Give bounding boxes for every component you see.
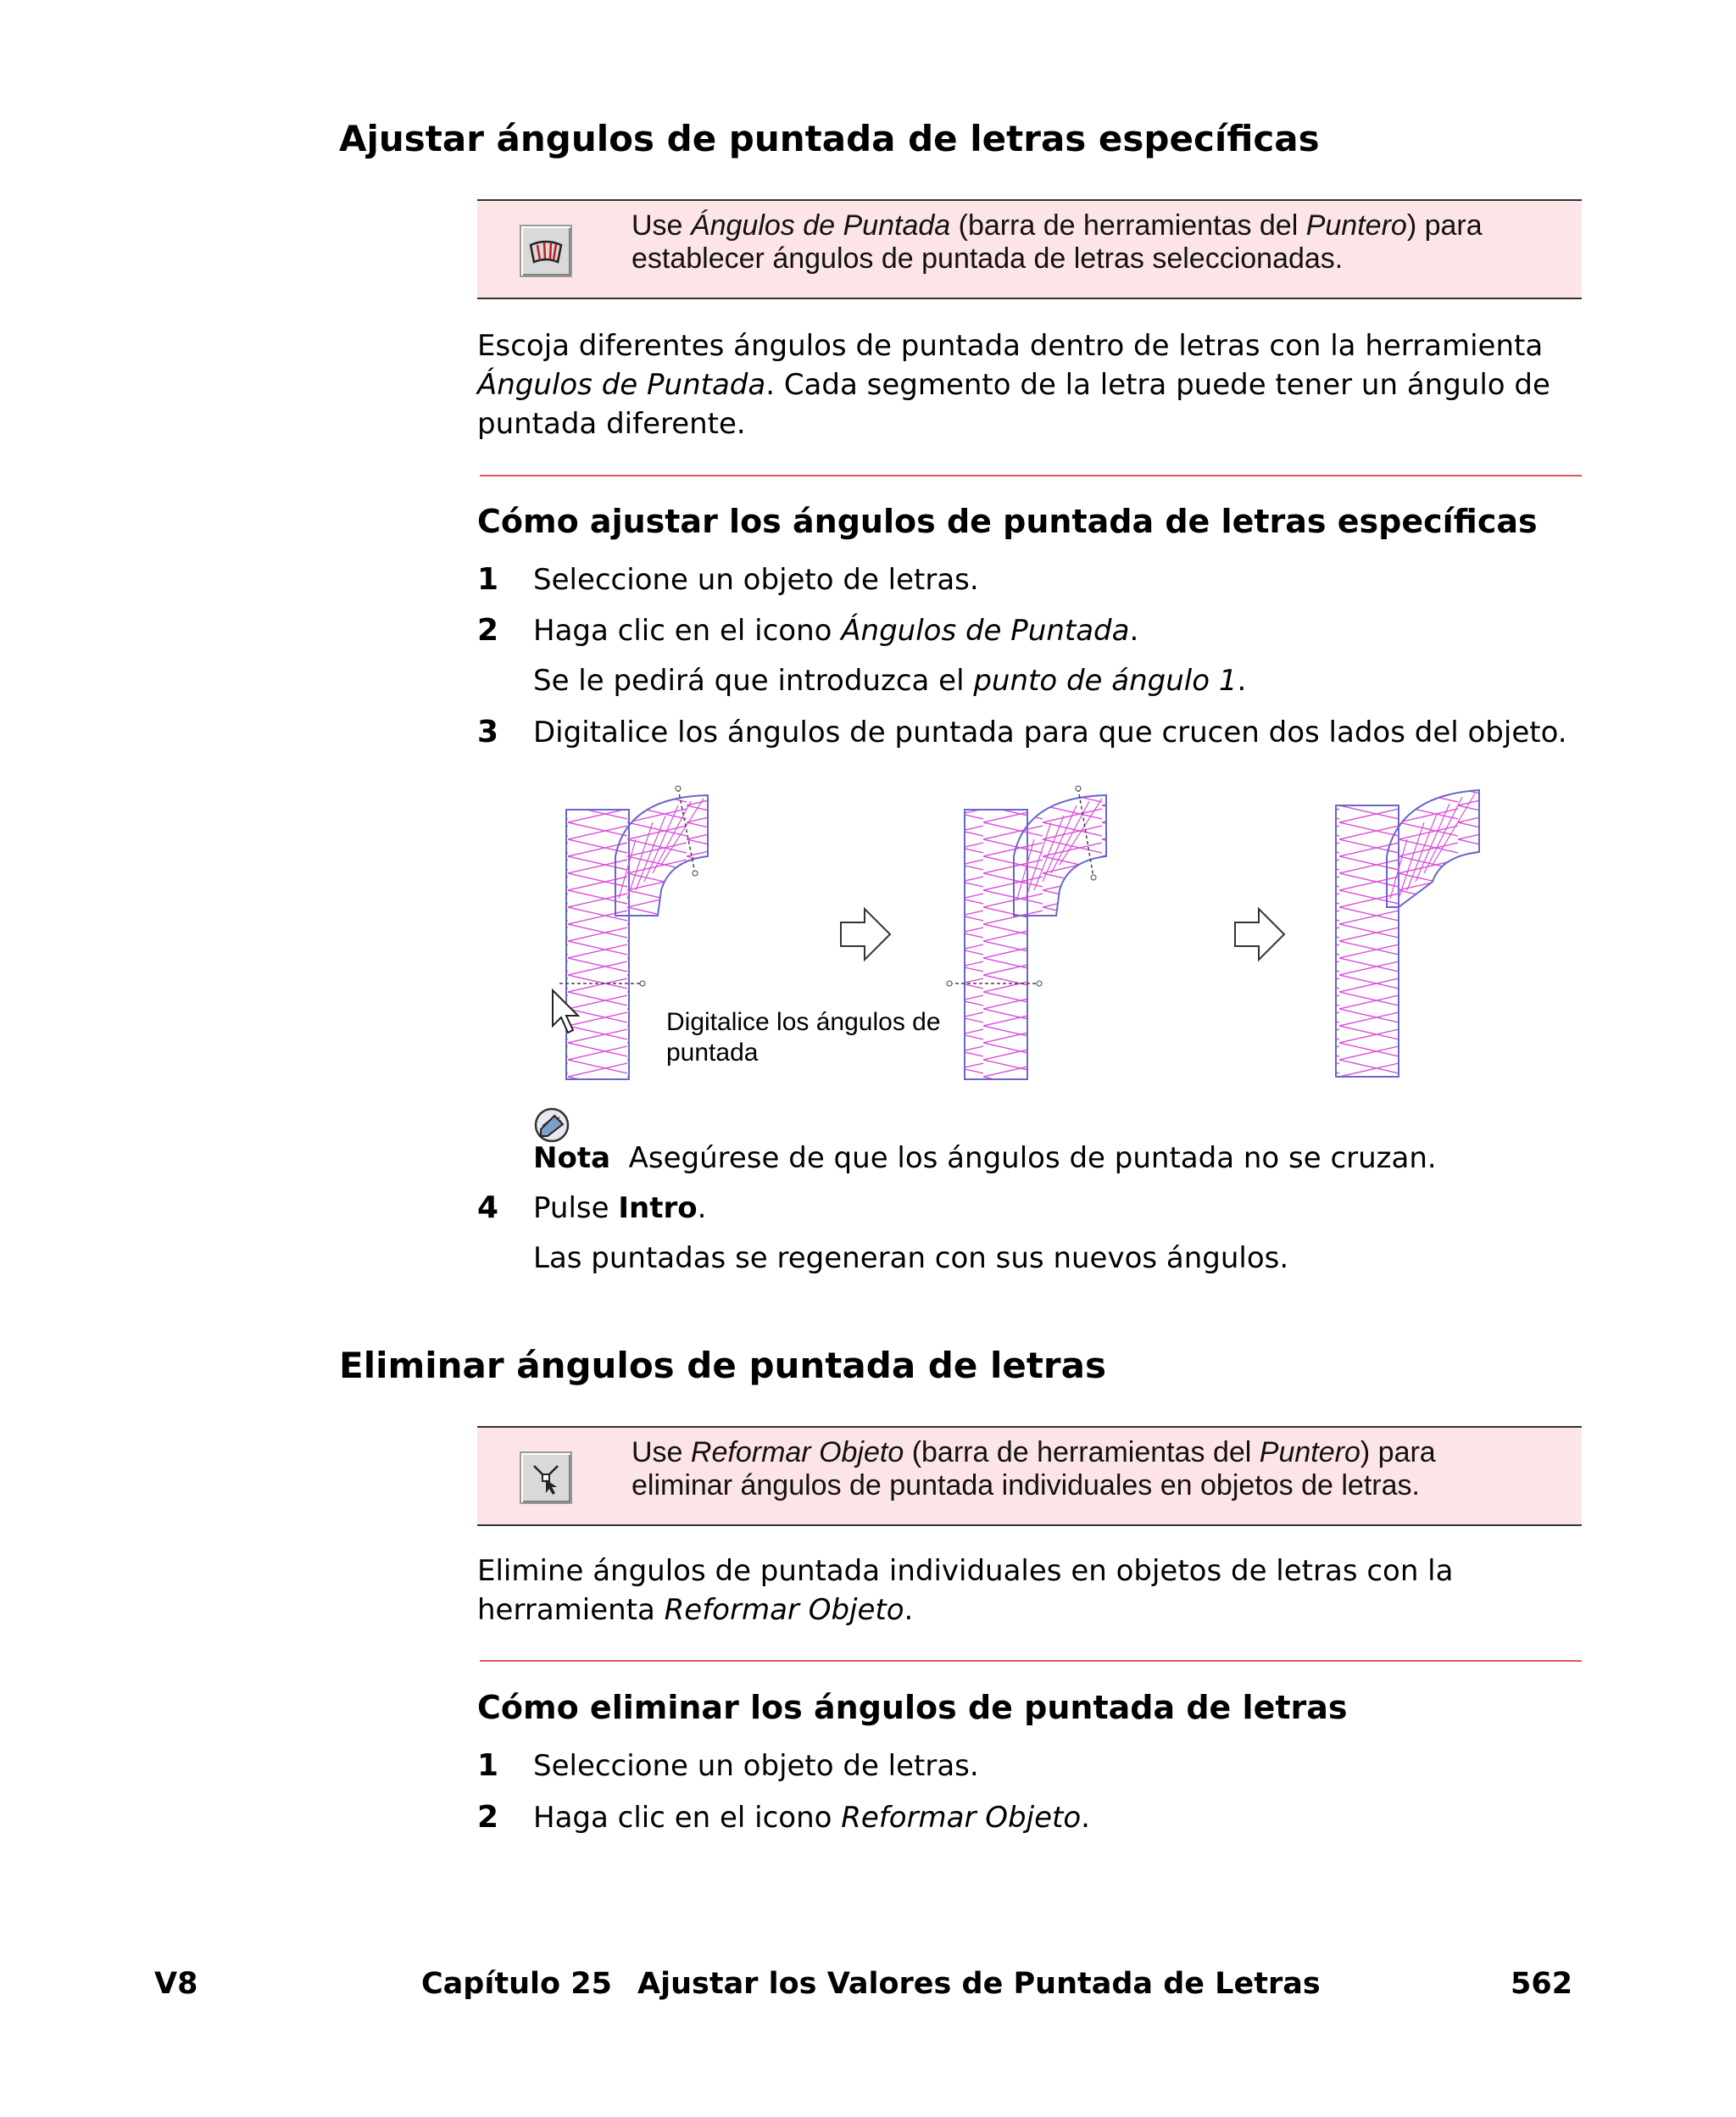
reshape-object-icon[interactable]: [520, 1451, 572, 1504]
step-number: 2: [477, 1800, 499, 1835]
step-text: Haga clic en el icono Reformar Objeto.: [533, 1801, 1090, 1835]
tool-description: Use Ángulos de Puntada (barra de herramientas del Puntero) para establecer ángulos de puntada de letras seleccionadas.: [632, 209, 1483, 275]
procedure-title: Cómo ajustar los ángulos de puntada de letras específicas: [477, 503, 1538, 540]
divider: [480, 475, 1582, 476]
intro-paragraph: Escoja diferentes ángulos de puntada dentro de letras con la herramienta Ángulos de Puntada. Cada segmento de la letra puede tener un ángulo de puntada diferente.: [477, 329, 1550, 441]
footer-version: V8: [154, 1967, 198, 2001]
step-number: 1: [477, 562, 499, 597]
tool-name: Ángulos de Puntada: [690, 209, 951, 242]
procedure-title: Cómo eliminar los ángulos de puntada de letras: [477, 1689, 1348, 1726]
footer-chapter-title: Ajustar los Valores de Puntada de Letras: [637, 1967, 1321, 2001]
stitch-angle-figure: [509, 772, 1526, 1094]
footer-chapter: Capítulo 25: [421, 1967, 612, 2001]
tool-description: Use Reformar Objeto (barra de herramientas del Puntero) para eliminar ángulos de puntada individuales en objetos de letras.: [632, 1436, 1436, 1501]
note-icon: [534, 1107, 570, 1143]
step-result: Las puntadas se regeneran con sus nuevos ángulos.: [533, 1241, 1289, 1275]
note-label: Nota: [533, 1141, 611, 1175]
step-text: Haga clic en el icono Ángulos de Puntada.: [533, 614, 1139, 648]
letter-r-during: [947, 786, 1106, 1079]
letter-r-after: [1336, 790, 1479, 1077]
step-number: 3: [477, 715, 499, 749]
step-text: Seleccione un objeto de letras.: [533, 1749, 979, 1783]
step-subtext: Se le pedirá que introduzca el punto de ángulo 1.: [533, 664, 1247, 698]
tool-info-box: [477, 1426, 1582, 1526]
stitch-angles-icon[interactable]: [520, 225, 572, 277]
tool-info-box: [477, 199, 1582, 299]
arrow-right-icon: [1235, 909, 1284, 960]
figure-caption: Digitalice los ángulos de puntada: [666, 1008, 941, 1067]
section-title: Eliminar ángulos de puntada de letras: [339, 1345, 1106, 1386]
toolbar-name: Puntero: [1305, 209, 1407, 242]
step-number: 4: [477, 1190, 499, 1225]
step-number: 2: [477, 613, 499, 648]
divider: [480, 1660, 1582, 1662]
tool-name: Reformar Objeto: [690, 1436, 904, 1468]
note: Nota Asegúrese de que los ángulos de puntada no se cruzan.: [533, 1141, 1437, 1175]
step-text: Pulse Intro.: [533, 1191, 707, 1225]
intro-paragraph: Elimine ángulos de puntada individuales en objetos de letras con la herramienta Reformar Objeto.: [477, 1554, 1454, 1627]
arrow-right-icon: [841, 909, 890, 960]
step-number: 1: [477, 1748, 499, 1783]
step-text: Seleccione un objeto de letras.: [533, 563, 979, 597]
footer-page-number: 562: [1511, 1967, 1573, 2001]
toolbar-name: Puntero: [1259, 1436, 1360, 1468]
section-title: Ajustar ángulos de puntada de letras específicas: [339, 118, 1320, 159]
step-text: Digitalice los ángulos de puntada para que crucen dos lados del objeto.: [533, 716, 1567, 749]
